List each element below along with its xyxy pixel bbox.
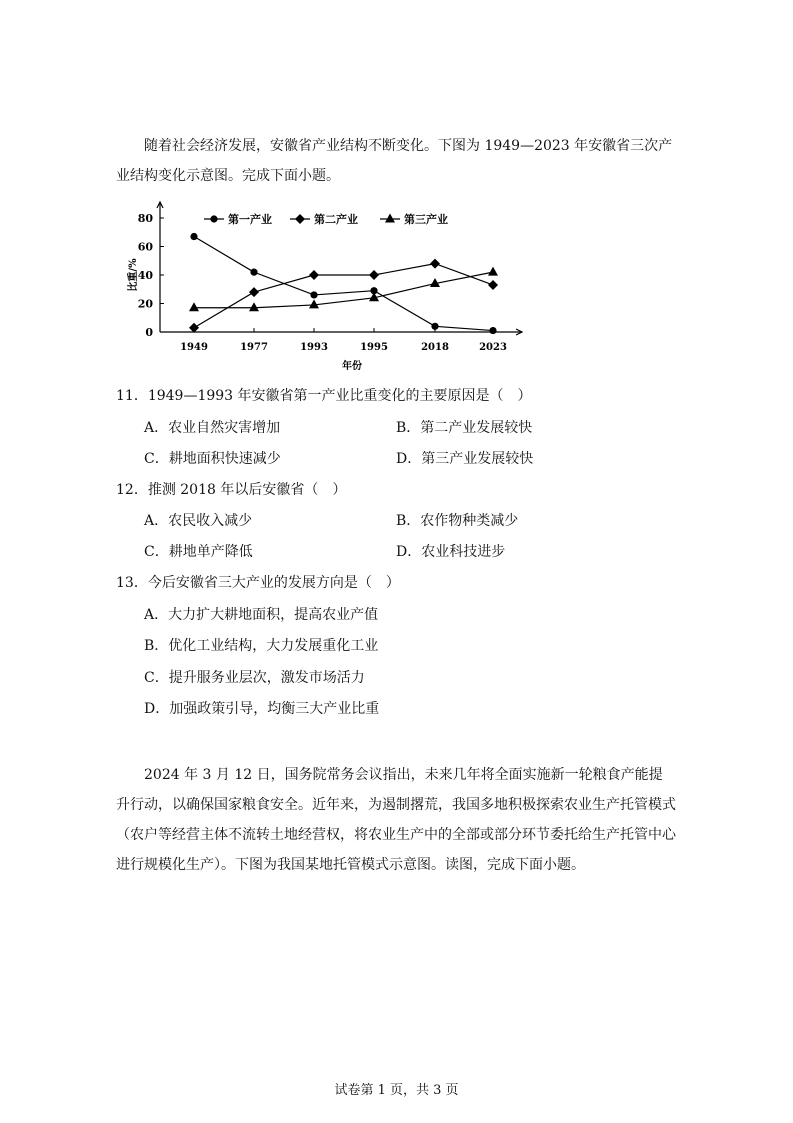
x-axis-label: 年份	[342, 361, 362, 372]
page-footer: 试卷第 1 页，共 3 页	[334, 1083, 459, 1098]
series-line-2	[194, 264, 493, 328]
series-2-point	[249, 287, 259, 297]
legend-label: 第二产业	[314, 213, 358, 226]
question-12-option-d[interactable]: D．农业科技进步	[396, 544, 506, 560]
series-1-point	[250, 269, 257, 276]
question-13-option-c[interactable]: C．提升服务业层次，激发市场活力	[144, 670, 365, 686]
legend-label: 第一产业	[228, 213, 272, 226]
series-2-point	[189, 323, 199, 333]
y-tick-label: 40	[137, 269, 153, 282]
x-tick-label: 2023	[479, 342, 507, 353]
question-11-option-b[interactable]: B．第二产业发展较快	[396, 420, 533, 436]
x-tick-label: 1977	[240, 342, 268, 353]
series-3-point	[488, 267, 498, 276]
series-2-point	[430, 259, 440, 269]
question-11-option-a[interactable]: A．农业自然灾害增加	[144, 420, 281, 436]
question-13-option-b[interactable]: B．优化工业结构，大力发展重化工业	[144, 638, 379, 654]
question-12-option-c[interactable]: C．耕地单产降低	[144, 544, 253, 560]
y-tick-label: 60	[137, 240, 153, 254]
question-11-stem: 11．1949—1993 年安徽省第一产业比重变化的主要原因是（ ）	[116, 388, 532, 404]
question-11-option-d[interactable]: D．第三产业发展较快	[396, 451, 534, 467]
x-tick-label: 1995	[360, 342, 388, 353]
series-1-point	[431, 323, 438, 330]
y-tick-label: 20	[137, 297, 153, 311]
series-3-point	[189, 302, 199, 311]
series-line-1	[194, 237, 493, 331]
y-tick-label: 80	[137, 212, 153, 225]
series-2-point	[369, 270, 379, 280]
question-13-stem: 13．今后安徽省三大产业的发展方向是（ ）	[116, 575, 400, 591]
legend-label: 第三产业	[404, 213, 448, 226]
series-1-point	[190, 233, 197, 240]
question-11-option-c[interactable]: C．耕地面积快速减少	[144, 451, 281, 467]
x-tick-label: 1949	[180, 342, 208, 353]
legend-marker	[210, 215, 217, 222]
question-12-stem: 12．推测 2018 年以后安徽省（ ）	[116, 482, 347, 498]
legend-marker	[295, 214, 305, 224]
intro-paragraph-2: 2024 年 3 月 12 日，国务院常务会议指出，未来几年将全面实施新一轮粮食产能提升行动，以确保国家粮食安全。近年来，为遏制撂荒，我国多地积极探索农业生产托管模式（农户等经营主体不流转土地经营权，将农业生产中的全部或部分环节委托给生产托管中心进行规模化生产）。下图为我国某地托管模式示意图。读图，完成下面小题。	[116, 767, 676, 873]
question-12-option-a[interactable]: A．农民收入减少	[144, 513, 253, 529]
series-3-point	[249, 302, 259, 311]
y-tick-label: 0	[145, 326, 153, 339]
question-12-option-b[interactable]: B．农作物种类减少	[396, 513, 519, 529]
x-tick-label: 2018	[421, 342, 449, 353]
series-line-3	[194, 272, 493, 308]
legend-marker	[385, 214, 395, 223]
question-13-option-a[interactable]: A．大力扩大耕地面积，提高农业产值	[144, 607, 379, 623]
intro-paragraph-1: 随着社会经济发展，安徽省产业结构不断变化。下图为 1949—2023 年安徽省三次产业结构变化示意图。完成下面小题。	[116, 138, 673, 184]
question-13-option-d[interactable]: D．加强政策引导，均衡三大产业比重	[144, 701, 380, 717]
y-axis-label: 比重/%	[128, 258, 139, 292]
series-2-point	[488, 280, 498, 290]
series-2-point	[309, 270, 319, 280]
series-1-point	[310, 291, 317, 298]
industry-structure-chart	[112, 198, 532, 378]
x-tick-label: 1993	[300, 342, 328, 353]
series-1-point	[489, 327, 496, 334]
